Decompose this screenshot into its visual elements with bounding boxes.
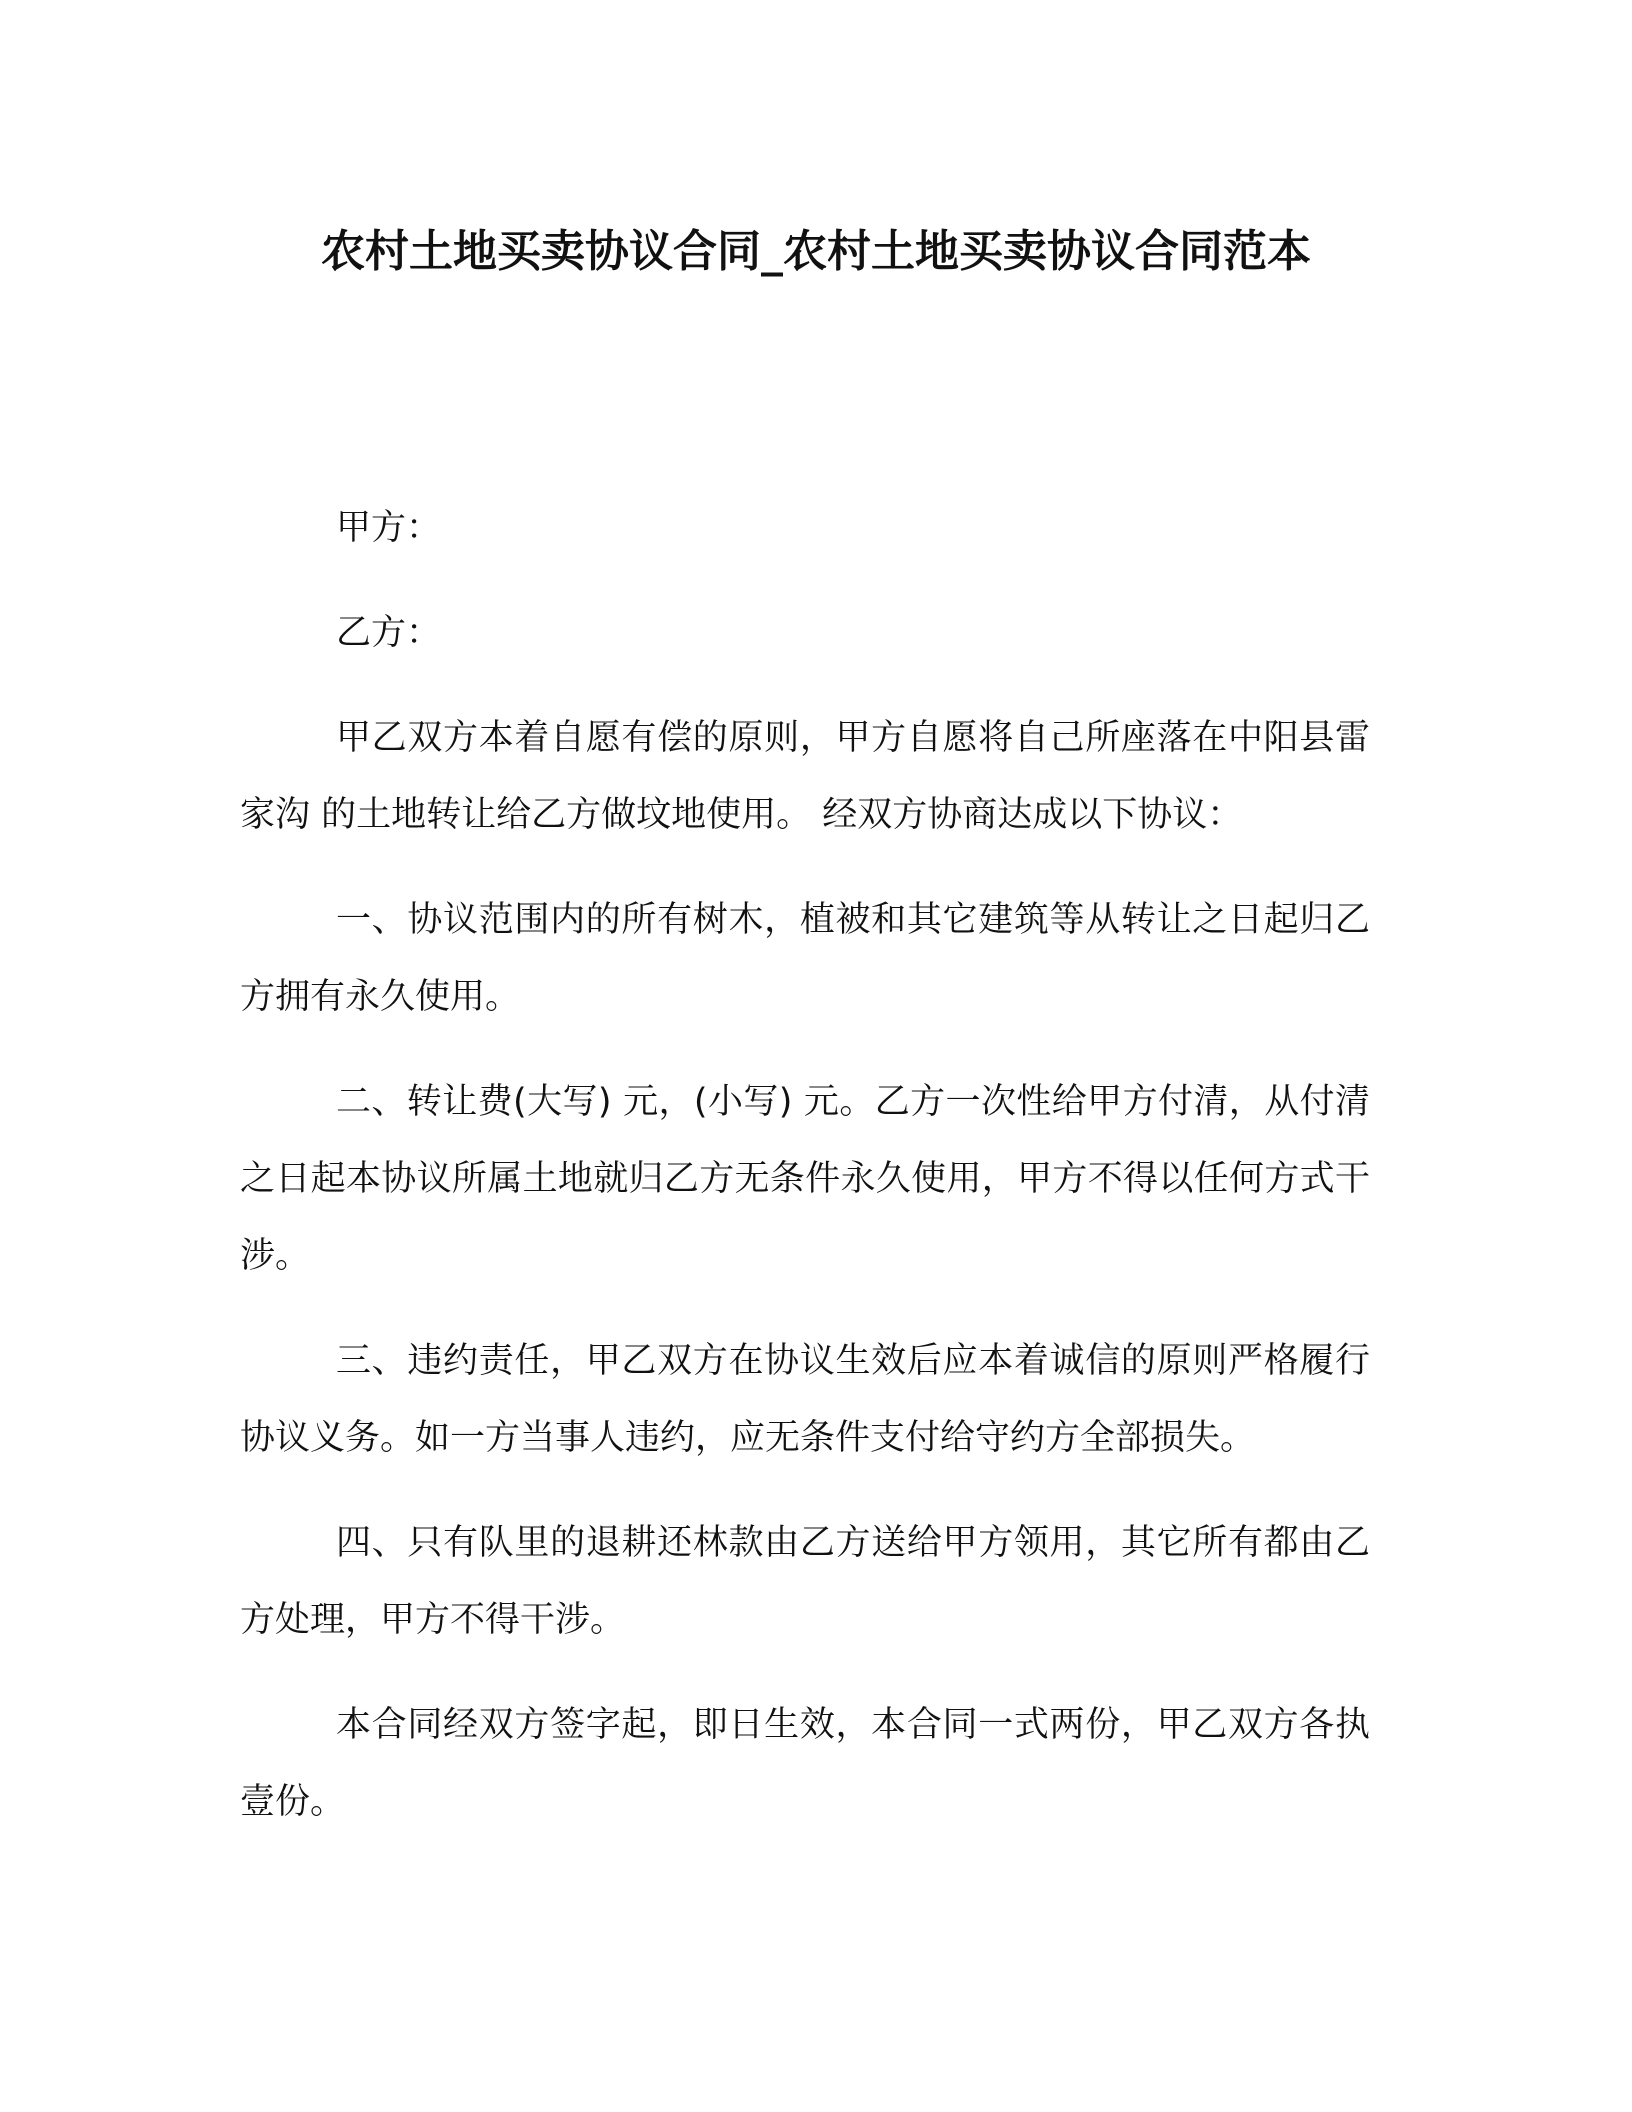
document-title: 农村土地买卖协议合同_农村土地买卖协议合同范本 (321, 226, 1311, 277)
closing-paragraph: 本合同经双方签字起，即日生效，本合同一式两份，甲乙双方各执壹份。 (240, 1705, 1370, 1822)
intro-paragraph: 甲乙双方本着自愿有偿的原则，甲方自愿将自己所座落在中阳县雷家沟 的土地转让给乙方做坟地使用。 经双方协商达成以下协议： (240, 718, 1370, 835)
clause-2: 二、转让费(大写) 元，(小写) 元。乙方一次性给甲方付清，从付清之日起本协议所属土地就归乙方无条件永久使用，甲方不得以任何方式干涉。 (240, 1082, 1370, 1276)
clause-4: 四、只有队里的退耕还林款由乙方送给甲方领用，其它所有都由乙方处理，甲方不得干涉。 (240, 1523, 1370, 1640)
clause-3: 三、违约责任，甲乙双方在协议生效后应本着诚信的原则严格履行协议义务。如一方当事人违约，应无条件支付给守约方全部损失。 (240, 1341, 1370, 1458)
party-a-line: 甲方： (336, 508, 442, 548)
clause-1: 一、协议范围内的所有树木，植被和其它建筑等从转让之日起归乙方拥有永久使用。 (240, 900, 1370, 1017)
party-b-line: 乙方： (336, 613, 442, 653)
document-body (240, 490, 1370, 1869)
